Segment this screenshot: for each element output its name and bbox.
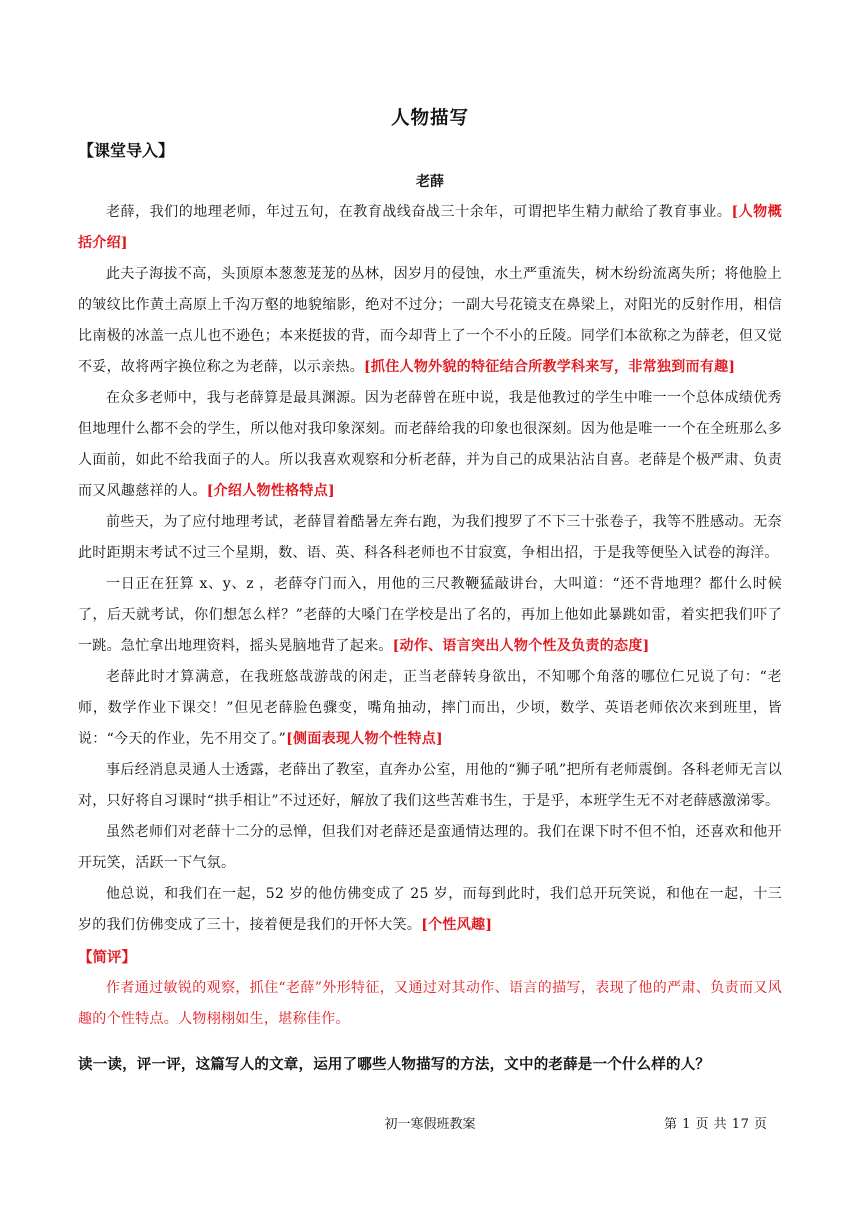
- section-heading-intro: 【课堂导入】: [78, 141, 175, 160]
- annotation: [抓住人物外貌的特征结合所教学科来写，非常独到而有趣]: [364, 359, 736, 375]
- annotation: [介绍人物性格特点]: [206, 483, 335, 499]
- paragraph-text: 老薛，我们的地理老师，年过五旬，在教育战线奋战三十余年，可谓把毕生精力献给了教育事业。: [106, 204, 732, 220]
- page-title: 人物描写: [390, 108, 469, 129]
- paragraph-7: [78, 755, 782, 817]
- paragraph-text: 前些天，为了应付地理考试，老薛冒着酷暑左奔右跑，为我们搜罗了不下三十张卷子，我等不胜感动。无奈此时距期末考试不过三个星期，数、语、英、科各科老师也不甘寂寞，争相出招，于是我等便坠入试卷的海洋。: [78, 514, 782, 561]
- paragraph-6: [78, 662, 782, 755]
- paragraph-text: 此夫子海拔不高，头顶原本葱葱茏茏的丛林，因岁月的侵蚀，水土严重流失，树木纷纷流离失所；将他脸上的皱纹比作黄土高原上千沟万壑的地貌缩影，绝对不过分；一副大号花镜支在鼻梁上，对阳光的反射作用，相信比南极的冰盖一点儿也不逊色；本来挺拔的背，而今却背上了一个不小的丘陵。同学们本欲称之为薛老，但又觉不妥，故将两字换位称之为老薛，以示亲热。: [78, 266, 782, 375]
- paragraph-3: [78, 383, 782, 507]
- paragraph-text: 他总说，和我们在一起，52 岁的他仿佛变成了 25 岁，而每到此时，我们总开玩笑说，和他在一起，十三岁的我们仿佛变成了三十，接着便是我们的开怀大笑。: [78, 886, 782, 933]
- paragraph-text: 在众多老师中，我与老薛算是最具渊源。因为老薛曾在班中说，我是他教过的学生中唯一一个总体成绩优秀但地理什么都不会的学生，所以他对我印象深刻。而老薛给我的印象也很深刻。因为他是唯一一个在全班那么多人面前，如此不给我面子的人。所以我喜欢观察和分析老薛，并为自己的成果沾沾自喜。老薛是个极严肃、负责而又风趣慈祥的人。: [78, 390, 782, 499]
- review-heading: 【简评】: [78, 949, 136, 966]
- paragraph-8: [78, 817, 782, 879]
- annotation: [动作、语言突出人物个性及负责的态度]: [392, 638, 650, 654]
- paragraph-4: [78, 507, 782, 569]
- footer-page-number: 第 1 页 共 17 页: [664, 1117, 768, 1132]
- paragraph-5: [78, 569, 782, 662]
- paragraph-1: [78, 197, 782, 259]
- annotation: [人物概括介绍]: [78, 204, 782, 251]
- article-title: 老薛: [416, 174, 444, 190]
- paragraph-2: [78, 259, 782, 383]
- review-text: 作者通过敏锐的观察，抓住“老薛”外形特征，又通过对其动作、语言的描写，表现了他的严肃、负责而又风趣的个性特点。人物栩栩如生，堪称佳作。: [78, 980, 782, 1027]
- paragraph-text: 一日正在狂算 x、y、z ，老薛夺门而入，用他的三尺教鞭猛敲讲台，大叫道：“还不背地理？都什么时候了，后天就考试，你们想怎么样？”老薛的大嗓门在学校是出了名的，再加上他如此暴跳如雷，着实把我们吓了一跳。急忙拿出地理资料，摇头晃脑地背了起来。: [78, 576, 782, 654]
- paragraph-text: 老薛此时才算满意，在我班悠哉游哉的闲走，正当老薛转身欲出，不知哪个角落的哪位仁兄说了句：“老师，数学作业下课交！”但见老薛脸色骤变，嘴角抽动，摔门而出，少顷，数学、英语老师依次来到班里，皆说：“今天的作业，先不用交了。”: [78, 669, 782, 747]
- paragraph-text: 虽然老师们对老薛十二分的忌惮，但我们对老薛还是蛮通情达理的。我们在课下时不但不怕，还喜欢和他开开玩笑，活跃一下气氛。: [78, 824, 782, 871]
- paragraph-text: 事后经消息灵通人士透露，老薛出了教室，直奔办公室，用他的“狮子吼”把所有老师震倒。各科老师无言以对，只好将自习课时“拱手相让”不过还好，解放了我们这些苦难书生，于是乎，本班学生无不对老薛感激涕零。: [78, 762, 782, 809]
- annotation: [侧面表现人物个性特点]: [286, 731, 443, 747]
- paragraph-9: [78, 879, 782, 941]
- annotation: [个性风趣]: [421, 917, 493, 933]
- document-content: [78, 104, 782, 1074]
- discussion-question: 读一读，评一评，这篇写人的文章，运用了哪些人物描写的方法，文中的老薛是一个什么样的人？: [78, 1057, 711, 1073]
- footer-course-name: 初一寒假班教案: [384, 1117, 476, 1132]
